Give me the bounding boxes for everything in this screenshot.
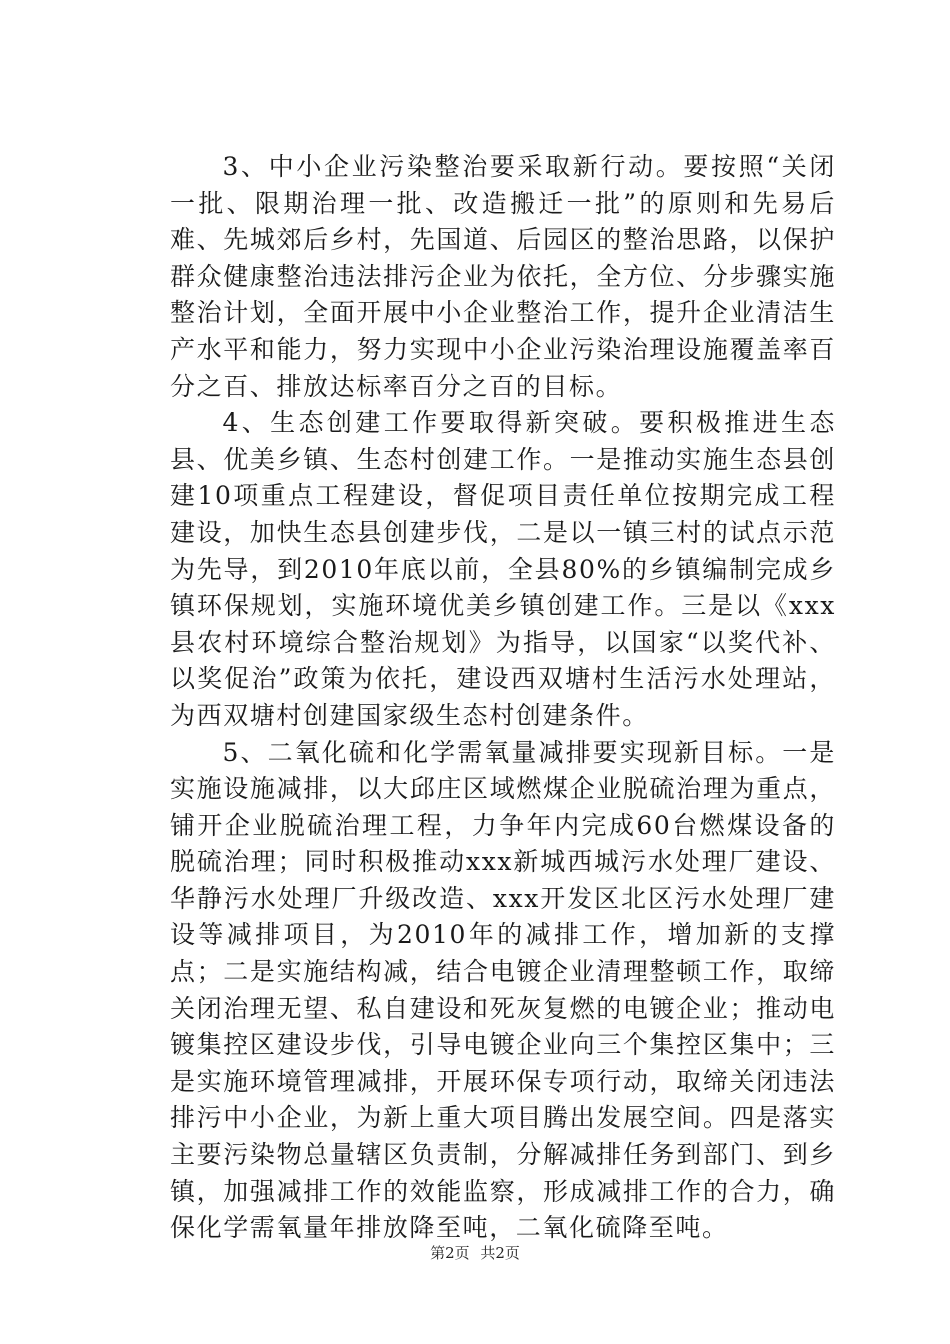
document-body <box>170 149 836 1247</box>
page-total: 共2页 <box>480 1244 520 1262</box>
paragraph-4: 4、生态创建工作要取得新突破。要积极推进生态县、优美乡镇、生态村创建工作。一是推动实施生态县创建10项重点工程建设，督促项目责任单位按期完成工程建设，加快生态县创建步伐，二是以一镇三村的试点示范为先导，到2010年底以前，全县80%的乡镇编制完成乡镇环保规划，实施环境优美乡镇创建工作。三是以《xxx县农村环境综合整治规划》为指导，以国家“以奖代补、以奖促治”政策为依托，建设西双塘村生活污水处理站，为西双塘村创建国家级生态村创建条件。 <box>170 408 836 730</box>
paragraph-5: 5、二氧化硫和化学需氧量减排要实现新目标。一是实施设施减排，以大邱庄区域燃煤企业脱硫治理为重点，铺开企业脱硫治理工程，力争年内完成60台燃煤设备的脱硫治理；同时积极推动xxx新城西城污水处理厂建设、华静污水处理厂升级改造、xxx开发区北区污水处理厂建设等减排项目，为2010年的减排工作，增加新的支撑点；二是实施结构减，结合电镀企业清理整顿工作，取缔关闭治理无望、私自建设和死灰复燃的电镀企业；推动电镀集控区建设步伐，引导电镀企业向三个集控区集中；三是实施环境管理减排，开展环保专项行动，取缔关闭违法排污中小企业，为新上重大项目腾出发展空间。四是落实主要污染物总量辖区负责制，分解减排任务到部门、到乡镇，加强减排工作的效能监察，形成减排工作的合力，确保化学需氧量年排放降至吨，二氧化硫降至吨。 <box>170 737 836 1243</box>
page-footer <box>0 1242 950 1263</box>
paragraph-3: 3、中小企业污染整治要采取新行动。要按照“关闭一批、限期治理一批、改造搬迁一批”的原则和先易后难、先城郊后乡村，先国道、后园区的整治思路，以保护群众健康整治违法排污企业为依托，全方位、分步骤实施整治计划，全面开展中小企业整治工作，提升企业清洁生产水平和能力，努力实现中小企业污染治理设施覆盖率百分之百、排放达标率百分之百的目标。 <box>170 152 836 401</box>
page-number: 第2页 <box>430 1244 470 1262</box>
